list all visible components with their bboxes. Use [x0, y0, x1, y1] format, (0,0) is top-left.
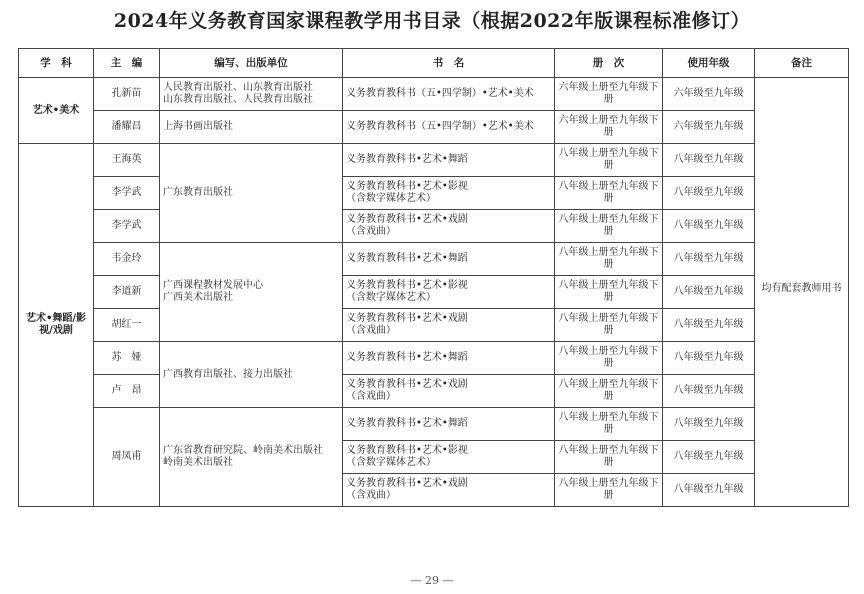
grade-cell: 八年级至九年级: [663, 210, 755, 243]
editor-cell: 周凤甫: [94, 408, 160, 507]
book-title-cell: 义务教育教科书•艺术•戏剧 （含戏曲）: [343, 375, 555, 408]
table-row: [19, 243, 849, 276]
book-title-cell: 义务教育教科书•艺术•戏剧 （含戏曲）: [343, 210, 555, 243]
book-title-cell: 义务教育教科书•艺术•舞蹈: [343, 342, 555, 375]
publisher-cell: 人民教育出版社、山东教育出版社 山东教育出版社、人民教育出版社: [160, 78, 343, 111]
volume-cell: 八年级上册至九年级下册: [555, 342, 663, 375]
book-title-cell: 义务教育教科书（五•四学制）•艺术•美术: [343, 111, 555, 144]
editor-cell: 潘耀昌: [94, 111, 160, 144]
publisher-cell: 上海书画出版社: [160, 111, 343, 144]
subject-cell: 艺术•美术: [19, 78, 94, 144]
grade-cell: 八年级至九年级: [663, 408, 755, 441]
publisher-cell: 广东教育出版社: [160, 144, 343, 243]
volume-cell: 八年级上册至九年级下册: [555, 441, 663, 474]
publisher-cell: 广西课程教材发展中心 广西美术出版社: [160, 243, 343, 342]
volume-cell: 八年级上册至九年级下册: [555, 243, 663, 276]
grade-cell: 八年级至九年级: [663, 243, 755, 276]
book-title-cell: 义务教育教科书•艺术•舞蹈: [343, 144, 555, 177]
header-note: 备注: [755, 49, 849, 78]
page-title: 2024年义务教育国家课程教学用书目录（根据2022年版课程标准修订）: [113, 10, 751, 32]
volume-cell: 八年级上册至九年级下册: [555, 177, 663, 210]
grade-cell: 六年级至九年级: [663, 78, 755, 111]
grade-cell: 八年级至九年级: [663, 342, 755, 375]
grade-cell: 八年级至九年级: [663, 144, 755, 177]
grade-cell: 八年级至九年级: [663, 309, 755, 342]
volume-cell: 八年级上册至九年级下册: [555, 375, 663, 408]
page-number: — 29 —: [410, 574, 454, 587]
volume-cell: 六年级上册至九年级下册: [555, 111, 663, 144]
volume-cell: 八年级上册至九年级下册: [555, 144, 663, 177]
editor-cell: 王海英: [94, 144, 160, 177]
header-grade: 使用年级: [663, 49, 755, 78]
grade-cell: 六年级至九年级: [663, 111, 755, 144]
book-title-cell: 义务教育教科书•艺术•舞蹈: [343, 408, 555, 441]
editor-cell: 李道新: [94, 276, 160, 309]
header-publisher: 编写、出版单位: [160, 49, 343, 78]
book-title-cell: 义务教育教科书•艺术•戏剧 （含戏曲）: [343, 474, 555, 507]
table-row: [19, 210, 849, 243]
table-row: [19, 309, 849, 342]
editor-cell: 韦金玲: [94, 243, 160, 276]
header-subject: 学 科: [19, 49, 94, 78]
book-title-cell: 义务教育教科书•艺术•舞蹈: [343, 243, 555, 276]
table-row: [19, 177, 849, 210]
table-row: [19, 144, 849, 177]
header-book-title: 书 名: [343, 49, 555, 78]
publisher-cell: 广东省教育研究院、岭南美术出版社 岭南美术出版社: [160, 408, 343, 507]
volume-cell: 八年级上册至九年级下册: [555, 408, 663, 441]
header-volume: 册 次: [555, 49, 663, 78]
volume-cell: 八年级上册至九年级下册: [555, 309, 663, 342]
volume-cell: 八年级上册至九年级下册: [555, 474, 663, 507]
editor-cell: 卢 昂: [94, 375, 160, 408]
editor-cell: 胡红一: [94, 309, 160, 342]
note-text: 均有配套教师用书: [761, 283, 842, 294]
editor-cell: 孔新苗: [94, 78, 160, 111]
table-row: [19, 276, 849, 309]
book-title-cell: 义务教育教科书•艺术•影视 （含数字媒体艺术）: [343, 441, 555, 474]
header-editor: 主 编: [94, 49, 160, 78]
grade-cell: 八年级至九年级: [663, 441, 755, 474]
publisher-cell: 广西教育出版社、接力出版社: [160, 342, 343, 408]
editor-cell: 李学武: [94, 210, 160, 243]
note-cell: [755, 78, 849, 507]
grade-cell: 八年级至九年级: [663, 177, 755, 210]
book-title-cell: 义务教育教科书（五•四学制）•艺术•美术: [343, 78, 555, 111]
editor-cell: 李学武: [94, 177, 160, 210]
volume-cell: 八年级上册至九年级下册: [555, 210, 663, 243]
book-title-cell: 义务教育教科书•艺术•戏剧 （含戏曲）: [343, 309, 555, 342]
table-row: [19, 78, 849, 111]
table-header-row: [19, 49, 849, 78]
volume-cell: 六年级上册至九年级下册: [555, 78, 663, 111]
volume-cell: 八年级上册至九年级下册: [555, 276, 663, 309]
book-title-cell: 义务教育教科书•艺术•影视 （含数字媒体艺术）: [343, 177, 555, 210]
subject-cell: 艺术•舞蹈/影视/戏剧: [19, 144, 94, 507]
grade-cell: 八年级至九年级: [663, 474, 755, 507]
table-row: [19, 111, 849, 144]
grade-cell: 八年级至九年级: [663, 276, 755, 309]
grade-cell: 八年级至九年级: [663, 375, 755, 408]
table-row: [19, 408, 849, 441]
book-title-cell: 义务教育教科书•艺术•影视 （含数字媒体艺术）: [343, 276, 555, 309]
textbook-catalog-table: [18, 48, 849, 507]
table-row: [19, 342, 849, 375]
table-row: [19, 375, 849, 408]
editor-cell: 苏 娅: [94, 342, 160, 375]
